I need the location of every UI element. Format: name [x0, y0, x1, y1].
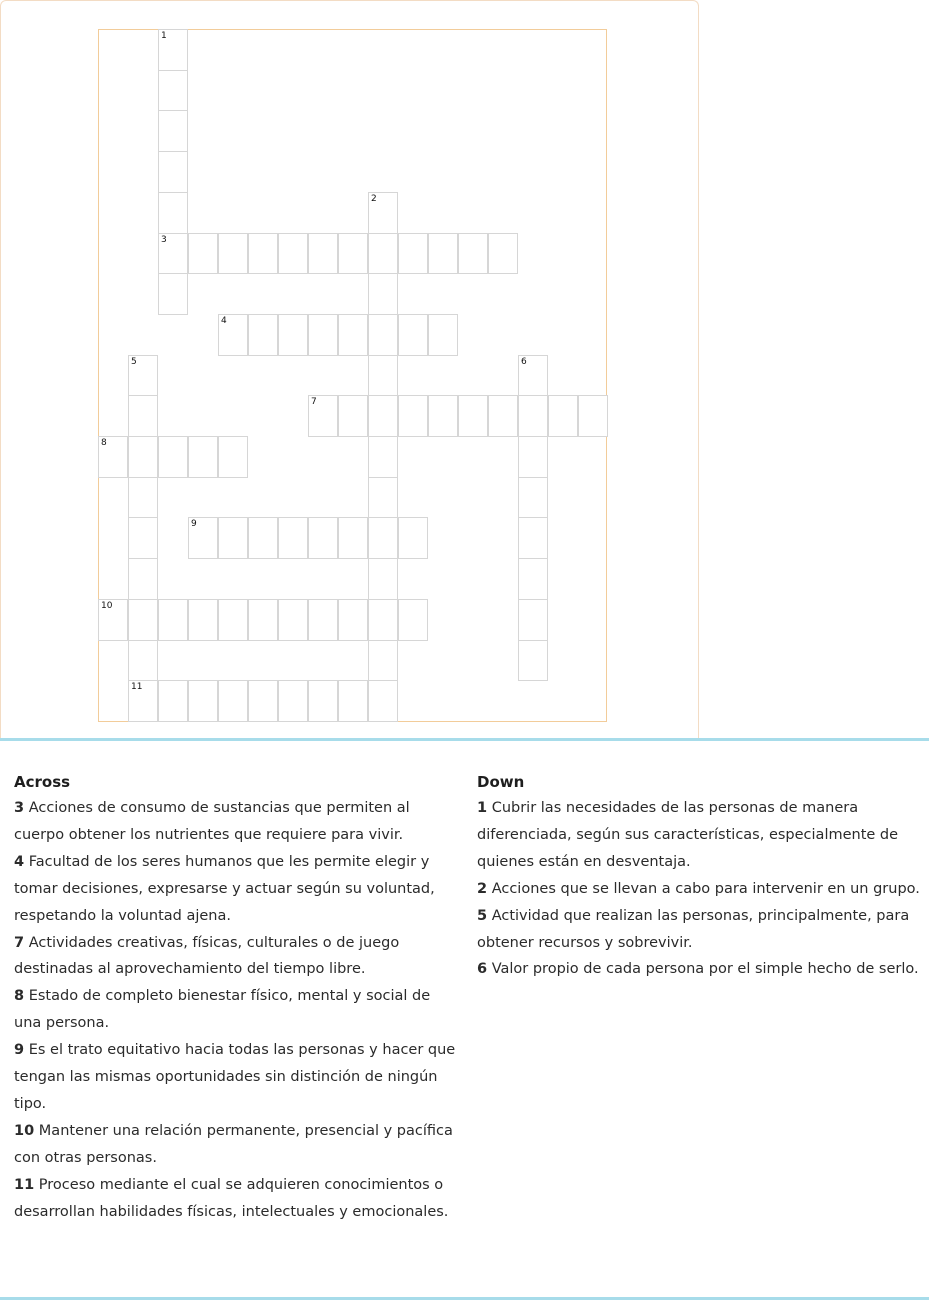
crossword-cell[interactable]: [308, 233, 338, 274]
crossword-cell[interactable]: [338, 599, 368, 641]
crossword-cell[interactable]: [98, 436, 128, 478]
crossword-cell[interactable]: [158, 273, 188, 315]
crossword-cell[interactable]: [398, 517, 428, 559]
across-heading: Across: [14, 773, 71, 791]
clue-number: 11: [131, 682, 143, 692]
crossword-cell[interactable]: [368, 273, 398, 315]
crossword-cell[interactable]: [428, 395, 458, 437]
clue-number: 8: [101, 438, 107, 448]
crossword-cell[interactable]: [248, 517, 278, 559]
crossword-cell[interactable]: [518, 477, 548, 518]
crossword-cell[interactable]: [158, 151, 188, 193]
crossword-cell[interactable]: [158, 599, 188, 641]
crossword-cell[interactable]: [458, 395, 488, 437]
clue-number: 10: [14, 1122, 35, 1139]
clue-number: 9: [14, 1042, 25, 1059]
crossword-cell[interactable]: [518, 355, 548, 396]
clue-text: Actividad que realizan las personas, principalmente, para obtener recursos y sobrevivir.: [477, 907, 910, 951]
across-clue-4[interactable]: [14, 849, 462, 930]
crossword-cell[interactable]: [188, 599, 218, 641]
crossword-cell[interactable]: [128, 558, 158, 600]
crossword-cell[interactable]: [128, 477, 158, 518]
crossword-cell[interactable]: [218, 599, 248, 641]
clue-number: 8: [14, 988, 25, 1005]
crossword-cell[interactable]: [248, 680, 278, 722]
crossword-cell[interactable]: [278, 599, 308, 641]
down-clue-1[interactable]: [477, 795, 925, 876]
crossword-cell[interactable]: [218, 314, 248, 356]
crossword-cell[interactable]: [338, 517, 368, 559]
crossword-cell[interactable]: [128, 599, 158, 641]
clue-text: Facultad de los seres humanos que les permite elegir y tomar decisiones, expresarse y actuar según su voluntad, respetando la voluntad ajena.: [14, 853, 435, 924]
crossword-cell[interactable]: [278, 680, 308, 722]
crossword-cell[interactable]: [338, 680, 368, 722]
crossword-cell[interactable]: [338, 314, 368, 356]
crossword-cell[interactable]: [248, 599, 278, 641]
crossword-cell[interactable]: [428, 314, 458, 356]
crossword-cell[interactable]: [308, 314, 338, 356]
crossword-cell[interactable]: [248, 233, 278, 274]
clue-number: 6: [521, 357, 527, 367]
clue-number: 1: [477, 800, 488, 816]
crossword-cell[interactable]: [128, 355, 158, 396]
clue-text: Cubrir las necesidades de las personas de manera diferenciada, según sus características, especialmente de quienes están en desventaja.: [477, 800, 899, 870]
crossword-cell[interactable]: [218, 517, 248, 559]
down-clue-5[interactable]: [477, 903, 925, 957]
crossword-cell[interactable]: [368, 314, 398, 356]
crossword-cell[interactable]: [488, 233, 518, 274]
crossword-cell[interactable]: [368, 355, 398, 396]
crossword-cell[interactable]: [308, 395, 338, 437]
crossword-cell[interactable]: [218, 680, 248, 722]
crossword-cell[interactable]: [398, 599, 428, 641]
crossword-cell[interactable]: [128, 640, 158, 681]
crossword-cell[interactable]: [188, 517, 218, 559]
crossword-cell[interactable]: [368, 558, 398, 600]
crossword-cell[interactable]: [218, 436, 248, 478]
clue-number: 5: [477, 907, 488, 924]
clue-text: Es el trato equitativo hacia todas las personas y hacer que tengan las mismas oportunidades sin distinción de ningún tipo.: [14, 1042, 456, 1112]
across-clue-7[interactable]: [14, 930, 462, 984]
crossword-cell[interactable]: [338, 395, 368, 437]
clue-number: 4: [14, 853, 25, 870]
crossword-cell[interactable]: [128, 517, 158, 559]
clue-text: Estado de completo bienestar físico, mental y social de una persona.: [14, 988, 431, 1032]
crossword-cell[interactable]: [158, 192, 188, 234]
crossword-cell[interactable]: [218, 233, 248, 274]
across-clue-3[interactable]: [14, 795, 462, 849]
down-clue-6[interactable]: [477, 956, 925, 983]
across-clue-10[interactable]: [14, 1118, 462, 1172]
clue-number: 3: [161, 235, 167, 245]
crossword-cell[interactable]: [398, 233, 428, 274]
crossword-cell[interactable]: [158, 70, 188, 111]
crossword-cell[interactable]: [368, 436, 398, 478]
crossword-cell[interactable]: [128, 680, 158, 722]
crossword-cell[interactable]: [188, 436, 218, 478]
crossword-cell[interactable]: [158, 233, 188, 274]
clue-text: Actividades creativas, físicas, culturales o de juego destinadas al aprovechamiento del tiempo libre.: [14, 934, 400, 978]
crossword-cell[interactable]: [458, 233, 488, 274]
across-clue-11[interactable]: [14, 1172, 462, 1226]
crossword-cell[interactable]: [188, 233, 218, 274]
clue-text: Acciones de consumo de sustancias que permiten al cuerpo obtener los nutrientes que requiere para vivir.: [14, 800, 410, 843]
clue-text: Mantener una relación permanente, presencial y pacífica con otras personas.: [14, 1122, 453, 1166]
crossword-cell[interactable]: [548, 395, 578, 437]
crossword-cell[interactable]: [518, 558, 548, 600]
crossword-cell[interactable]: [398, 395, 428, 437]
crossword-cell[interactable]: [278, 314, 308, 356]
across-clue-9[interactable]: [14, 1037, 462, 1118]
crossword-cell[interactable]: [308, 680, 338, 722]
crossword-cell[interactable]: [188, 680, 218, 722]
clue-text: Valor propio de cada persona por el simple hecho de serlo.: [491, 961, 919, 978]
across-clue-8[interactable]: [14, 983, 462, 1037]
crossword-cell[interactable]: [158, 29, 188, 71]
crossword-cell[interactable]: [428, 233, 458, 274]
crossword-cell[interactable]: [128, 395, 158, 437]
crossword-cell[interactable]: [518, 599, 548, 641]
crossword-cell[interactable]: [578, 395, 608, 437]
clue-number: 7: [14, 934, 25, 951]
crossword-grid: [98, 29, 607, 722]
clue-number: 7: [311, 397, 317, 407]
crossword-cell[interactable]: [98, 599, 128, 641]
crossword-cell[interactable]: [158, 436, 188, 478]
clue-number: 11: [14, 1176, 35, 1193]
clue-number: 4: [221, 316, 227, 326]
crossword-cell[interactable]: [308, 599, 338, 641]
crossword-cell[interactable]: [308, 517, 338, 559]
crossword-cell[interactable]: [518, 640, 548, 681]
crossword-cell[interactable]: [278, 233, 308, 274]
crossword-cell[interactable]: [518, 517, 548, 559]
clue-number: 9: [191, 519, 197, 529]
clue-number: 2: [477, 880, 488, 897]
crossword-cell[interactable]: [128, 436, 158, 478]
crossword-cell[interactable]: [158, 680, 188, 722]
down-heading: Down: [477, 773, 525, 791]
crossword-cell[interactable]: [368, 680, 398, 722]
crossword-cell[interactable]: [368, 192, 398, 234]
crossword-cell[interactable]: [518, 436, 548, 478]
clue-number: 1: [161, 31, 167, 41]
crossword-cell[interactable]: [518, 395, 548, 437]
down-clue-list: [477, 795, 925, 983]
crossword-cell[interactable]: [488, 395, 518, 437]
down-clues: [477, 771, 925, 983]
crossword-cell[interactable]: [368, 599, 398, 641]
clue-text: Proceso mediante el cual se adquieren conocimientos o desarrollan habilidades físicas, intelectuales y emocionales.: [14, 1176, 449, 1220]
crossword-cell[interactable]: [158, 110, 188, 152]
crossword-cell[interactable]: [278, 517, 308, 559]
crossword-cell[interactable]: [338, 233, 368, 274]
across-clue-list: [14, 795, 462, 1226]
clue-text: Acciones que se llevan a cabo para intervenir en un grupo.: [491, 880, 920, 897]
crossword-cell[interactable]: [368, 517, 398, 559]
crossword-cell[interactable]: [368, 233, 398, 274]
crossword-panel: [0, 0, 699, 740]
clue-number: 2: [371, 194, 377, 204]
crossword-cell[interactable]: [368, 395, 398, 437]
down-clue-2[interactable]: [477, 876, 925, 903]
clue-number: 5: [131, 357, 137, 367]
crossword-cell[interactable]: [368, 477, 398, 518]
clues-panel: [0, 738, 929, 1300]
across-clues: [14, 771, 462, 1226]
crossword-cell[interactable]: [248, 314, 278, 356]
clue-number: 3: [14, 800, 25, 816]
crossword-cell[interactable]: [368, 640, 398, 681]
clue-number: 6: [477, 961, 488, 978]
crossword-cell[interactable]: [398, 314, 428, 356]
clue-number: 10: [101, 601, 113, 611]
